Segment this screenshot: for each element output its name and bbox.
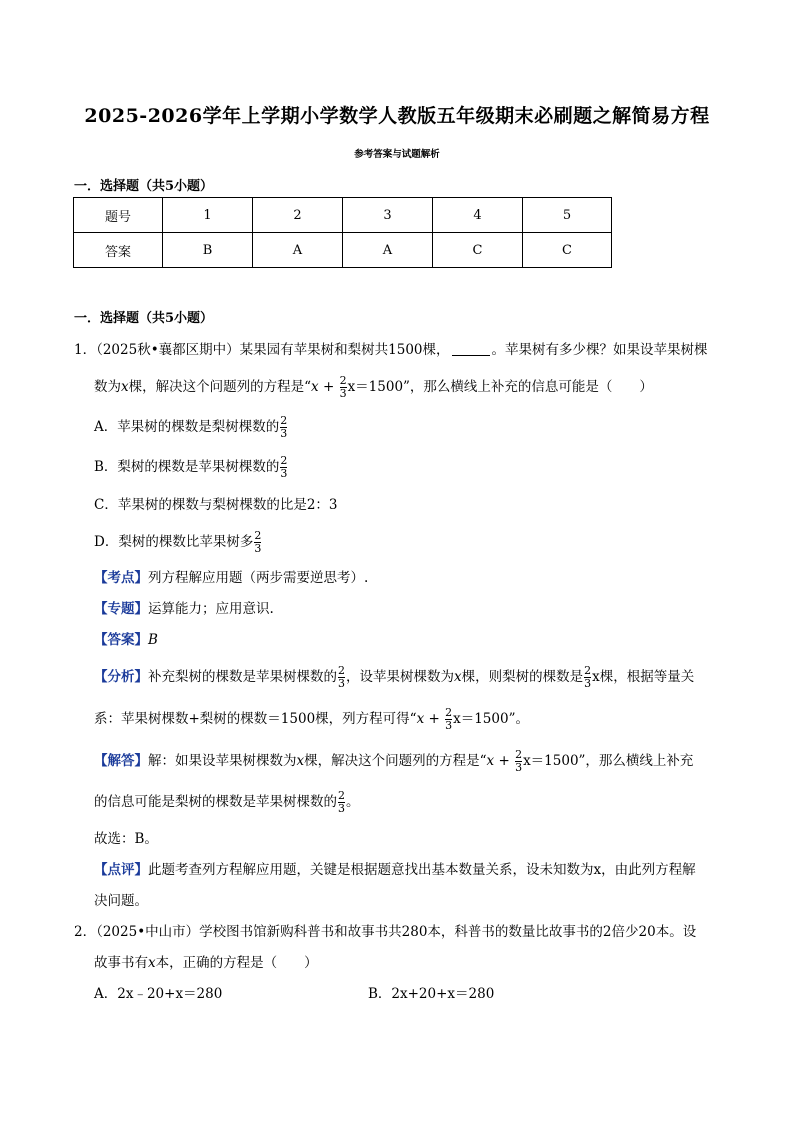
comment-text: 此题考查列方程解应用题，关键是根据题意找出基本数量关系，设未知数为x，由此列方程解 xyxy=(148,862,696,878)
kaodian-tag: 【考点】 xyxy=(94,570,148,586)
kaodian-text: 列方程解应用题（两步需要逆思考）. xyxy=(148,570,369,586)
table-cell: 5 xyxy=(523,198,612,233)
fraction-numerator: 2 xyxy=(515,748,523,761)
q2-option-a: A．2x﹣20+x＝280 xyxy=(94,986,223,1002)
question-2-line-2 xyxy=(94,953,318,973)
variable-x: x xyxy=(121,379,129,395)
question-text: 故事书有 xyxy=(94,955,148,971)
answer-value: B xyxy=(148,632,158,648)
fraction-denominator: 3 xyxy=(338,802,345,815)
page-title: 2025-2026学年上学期小学数学人教版五年级期末必刷题之解简易方程 xyxy=(84,105,710,127)
solution-line-2 xyxy=(94,790,360,815)
analysis-text: 补充梨树的棵数是苹果树棵数的 xyxy=(148,669,337,685)
answer-blank xyxy=(452,341,490,356)
fraction-numerator: 2 xyxy=(280,454,288,467)
fraction xyxy=(584,665,591,690)
analysis-text: x棵，根据等量关 xyxy=(592,669,695,685)
fraction-denominator: 3 xyxy=(445,719,453,732)
fraction xyxy=(515,749,522,774)
comment-tag: 【点评】 xyxy=(94,862,148,878)
analysis-text: ，设苹果树棵数为 xyxy=(346,669,454,685)
fraction-numerator: 2 xyxy=(584,664,592,677)
table-cell: B xyxy=(163,233,253,268)
kaodian-line xyxy=(94,568,368,588)
q2-option-b: B．2x+20+x＝280 xyxy=(368,986,495,1002)
fraction xyxy=(280,455,287,480)
table-cell: 4 xyxy=(433,198,523,233)
section-heading-2: 一．选择题（共5小题） xyxy=(74,311,214,326)
page-subtitle: 参考答案与试题解析 xyxy=(354,149,440,160)
zhuanti-text: 运算能力；应用意识. xyxy=(148,601,274,617)
analysis-text: 棵，则梨树的棵数是 xyxy=(461,669,584,685)
option-a xyxy=(94,415,288,440)
question-1-line-2 xyxy=(94,375,653,400)
question-text: 。苹果树有多少棵？如果设苹果树棵 xyxy=(491,342,708,358)
table-cell: A xyxy=(253,233,343,268)
analysis-tag: 【分析】 xyxy=(94,669,148,685)
fraction-numerator: 2 xyxy=(280,414,288,427)
fraction-numerator: 2 xyxy=(338,664,345,677)
section-heading-1: 一．选择题（共5小题） xyxy=(74,179,214,194)
table-cell: 1 xyxy=(163,198,253,233)
question-number: 2． xyxy=(74,924,97,940)
question-text: x＝1500”，那么横线上补充的信息可能是（ ） xyxy=(347,379,653,395)
solution-tag: 【解答】 xyxy=(94,753,148,769)
fraction-numerator: 2 xyxy=(338,789,345,802)
fraction-denominator: 3 xyxy=(339,387,347,400)
fraction-denominator: 3 xyxy=(515,761,523,774)
solution-line-1 xyxy=(94,749,693,774)
variable-x: x xyxy=(311,379,319,395)
question-text: 数为 xyxy=(94,379,121,395)
zhuanti-tag: 【专题】 xyxy=(94,601,148,617)
table-cell: C xyxy=(523,233,612,268)
fraction-denominator: 3 xyxy=(254,542,262,555)
analysis-line-1 xyxy=(94,665,694,690)
analysis-text: x＝1500”。 xyxy=(453,711,529,727)
question-text: （2025秋•襄都区期中）某果园有苹果树和梨树共1500棵， xyxy=(96,342,450,358)
fraction xyxy=(340,375,347,400)
plus-sign: + xyxy=(494,753,515,769)
option-b xyxy=(94,455,288,480)
variable-x: x xyxy=(148,955,156,971)
solution-text: x＝1500”，那么横线上补充 xyxy=(523,753,694,769)
solution-text: 的信息可能是梨树的棵数是苹果树棵数的 xyxy=(94,794,337,810)
table-row xyxy=(74,198,612,233)
fraction xyxy=(338,665,345,690)
plus-sign: + xyxy=(318,379,339,395)
table-row xyxy=(74,233,612,268)
fraction-numerator: 2 xyxy=(254,529,262,542)
table-cell: 3 xyxy=(343,198,433,233)
fraction xyxy=(280,415,287,440)
answer-line xyxy=(94,630,158,650)
table-cell: 2 xyxy=(253,198,343,233)
answer-tag: 【答案】 xyxy=(94,632,148,648)
option-text: A．苹果树的棵数是梨树棵数的 xyxy=(94,419,280,435)
option-text: D．梨树的棵数比苹果树多 xyxy=(94,534,254,550)
fraction-denominator: 3 xyxy=(338,677,345,690)
plus-sign: + xyxy=(424,711,445,727)
fraction-denominator: 3 xyxy=(280,427,288,440)
question-text: （2025•中山市）学校图书馆新购科普书和故事书共280本，科普书的数量比故事书的2倍少20本。设 xyxy=(96,924,697,940)
option-d xyxy=(94,530,262,555)
question-1-line-1 xyxy=(74,340,708,360)
variable-x: x xyxy=(416,711,425,727)
answer-table xyxy=(73,197,612,268)
question-text: 棵，解决这个问题列的方程是“ xyxy=(128,379,312,395)
fraction-numerator: 2 xyxy=(445,706,453,719)
choice-line: 故选：B。 xyxy=(94,831,158,847)
question-text: 本，正确的方程是（ ） xyxy=(155,955,318,971)
fraction-denominator: 3 xyxy=(584,677,592,690)
solution-text: 。 xyxy=(346,794,360,810)
table-cell: A xyxy=(343,233,433,268)
variable-x: x xyxy=(296,753,305,769)
fraction xyxy=(338,790,345,815)
fraction-denominator: 3 xyxy=(280,467,288,480)
table-cell: 题号 xyxy=(74,198,163,233)
variable-x: x xyxy=(486,753,495,769)
table-cell: C xyxy=(433,233,523,268)
option-text: B．梨树的棵数是苹果树棵数的 xyxy=(94,459,280,475)
option-c: C．苹果树的棵数与梨树棵数的比是2：3 xyxy=(94,497,338,513)
question-number: 1． xyxy=(74,342,97,358)
question-2-line-1 xyxy=(74,922,696,942)
comment-line-1 xyxy=(94,860,696,880)
analysis-line-2 xyxy=(94,707,529,732)
solution-text: 解：如果设苹果树棵数为 xyxy=(148,753,297,769)
solution-text: 棵，解决这个问题列的方程是“ xyxy=(304,753,487,769)
fraction-numerator: 2 xyxy=(339,374,347,387)
analysis-text: 系：苹果树棵数+梨树的棵数＝1500棵，列方程可得“ xyxy=(94,711,417,727)
table-cell: 答案 xyxy=(74,233,163,268)
fraction xyxy=(445,707,452,732)
fraction xyxy=(254,530,261,555)
comment-line-2: 决问题。 xyxy=(94,893,148,909)
variable-x: x xyxy=(454,669,462,685)
zhuanti-line xyxy=(94,599,274,619)
